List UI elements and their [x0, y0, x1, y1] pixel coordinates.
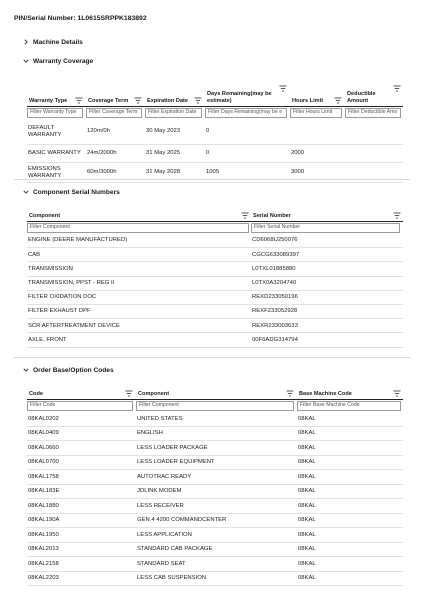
table-row[interactable]: [27, 441, 403, 456]
cell-component: SCR AFTERTREATMENT DEVICE: [28, 322, 120, 329]
cell-serial-number: REXD233050196: [252, 294, 298, 301]
cell-component: TRANSMISSION, PPST - REG II: [28, 279, 115, 286]
table-header-row: [27, 79, 403, 107]
table-row[interactable]: [27, 470, 403, 485]
cell-hours-limit: 3000: [291, 169, 305, 176]
section-title: Machine Details: [33, 38, 83, 46]
cell-code: 08KAL2013: [28, 546, 59, 553]
cell-base-machine-code: 08KAL: [298, 488, 316, 495]
table-header-row: [27, 210, 403, 222]
column-header-warranty-type[interactable]: [27, 79, 85, 106]
column-menu-icon[interactable]: [393, 390, 401, 397]
cell-component: LESS LOADER EQUIPMENT: [137, 459, 215, 466]
filter-input-expiration-date[interactable]: Filter Expiration Date: [145, 108, 202, 118]
filter-input-serial-number[interactable]: Filter Serial Number: [251, 223, 400, 233]
cell-component: LESS RECEIVER: [137, 502, 184, 509]
filter-row: [27, 400, 403, 412]
cell-base-machine-code: 08KAL: [298, 546, 316, 553]
cell-expiration-date: 31 May 2028: [146, 169, 181, 176]
cell-serial-number: REXR233003633: [252, 322, 298, 329]
cell-component: FILTER EXHAUST DPF: [28, 308, 91, 315]
column-menu-icon[interactable]: [393, 85, 401, 92]
cell-component: STANDARD CAB PACKAGE: [137, 546, 213, 553]
order-codes-table: [27, 388, 403, 586]
chevron-down-icon: [22, 366, 30, 374]
table-row[interactable]: [27, 305, 403, 319]
section-title: Warranty Coverage: [33, 57, 94, 65]
cell-expiration-date: 30 May 2023: [146, 128, 181, 135]
cell-coverage-term: 24m/2000h: [87, 150, 117, 157]
column-header-expiration-date[interactable]: [145, 79, 204, 106]
cell-component: AXLE, FRONT: [28, 336, 67, 343]
cell-warranty-type: EMISSIONS WARRANTY: [28, 165, 62, 179]
cell-component: UNITED STATES: [137, 415, 183, 422]
cell-code: 08KAL2158: [28, 560, 59, 567]
column-header-component[interactable]: [27, 210, 251, 221]
cell-component: GEN 4 4200 COMMANDCENTER: [137, 517, 227, 524]
cell-component: ENGLISH: [137, 430, 163, 437]
column-header-label: Component: [138, 391, 170, 397]
table-row[interactable]: [27, 528, 403, 543]
table-row[interactable]: [27, 277, 403, 291]
filter-input-warranty-type[interactable]: Filter Warranty Type: [27, 108, 83, 118]
cell-days-remaining-may-be-estimate: 0: [206, 150, 210, 157]
cell-base-machine-code: 08KAL: [298, 415, 316, 422]
column-menu-icon[interactable]: [393, 212, 401, 219]
cell-serial-number: L0TX0A3204740: [252, 279, 297, 286]
cell-coverage-term: 120m/0h: [87, 128, 110, 135]
pin-serial-number: PIN/Serial Number: 1L0615SRPPK183892: [14, 15, 147, 22]
filter-input-deductible-amount[interactable]: Filter Deductible Amo: [345, 108, 401, 118]
column-header-label: Hours Limit: [292, 98, 324, 104]
cell-component: TRANSMISSION: [28, 265, 73, 272]
cell-base-machine-code: 08KAL: [298, 560, 316, 567]
cell-code: 08KAL1758: [28, 473, 59, 480]
section-toggle-warranty[interactable]: [22, 57, 93, 65]
cell-component: LESS CAB SUSPENSION: [137, 575, 207, 582]
cell-warranty-type: DEFAULT WARRANTY: [28, 124, 62, 138]
cell-component: FILTER OXIDATION DOC: [28, 294, 97, 301]
table-row[interactable]: [27, 119, 403, 145]
chevron-down-icon: [22, 57, 30, 65]
warranty-table: [27, 79, 403, 183]
cell-warranty-type: BASIC WARRANTY: [28, 150, 81, 157]
cell-serial-number: 00F6ADG314794: [252, 336, 298, 343]
cell-base-machine-code: 08KAL: [298, 473, 316, 480]
table-row[interactable]: [27, 412, 403, 427]
chevron-down-icon: [22, 188, 30, 196]
cell-component: CAB: [28, 251, 41, 258]
column-header-label: Component: [29, 213, 61, 219]
filter-input-component[interactable]: Filter Component: [27, 223, 249, 233]
filter-input-days-remaining-may-be-estimate[interactable]: Filter Days Remaining(may be e: [205, 108, 287, 118]
column-menu-icon[interactable]: [125, 390, 133, 397]
column-menu-icon[interactable]: [194, 97, 202, 104]
column-menu-icon[interactable]: [75, 97, 83, 104]
table-row[interactable]: [27, 319, 403, 333]
cell-code: 08KAL183E: [28, 488, 60, 495]
column-header-label: Coverage Term: [88, 98, 129, 104]
cell-base-machine-code: 08KAL: [298, 502, 316, 509]
cell-serial-number: L0TXL01885880: [252, 265, 296, 272]
filter-row: [27, 222, 403, 234]
cell-component: LESS LOADER PACKAGE: [137, 444, 208, 451]
column-menu-icon[interactable]: [334, 97, 342, 104]
cell-serial-number: CD6068U250076: [252, 237, 298, 244]
column-header-coverage-term[interactable]: [86, 79, 144, 106]
table-row[interactable]: [27, 248, 403, 262]
column-header-hours-limit[interactable]: [290, 79, 344, 106]
section-title: Component Serial Numbers: [33, 188, 120, 196]
cell-base-machine-code: 08KAL: [298, 444, 316, 451]
section-toggle-components[interactable]: [22, 188, 120, 196]
cell-component: JDLINK MODEM: [137, 488, 182, 495]
cell-code: 08KAL0660: [28, 444, 59, 451]
column-header-label: Base Machine Code: [299, 391, 352, 397]
cell-component: ENGINE (DEERE MANUFACTURED): [28, 237, 128, 244]
cell-component: AUTOTRAC READY: [137, 473, 192, 480]
column-header-code[interactable]: [27, 388, 135, 399]
cell-base-machine-code: 08KAL: [298, 517, 316, 524]
column-header-label: Deductible Amount: [347, 91, 376, 104]
column-header-label: Warranty Type: [29, 98, 68, 104]
cell-expiration-date: 31 May 2025: [146, 150, 181, 157]
filter-row: [27, 107, 403, 119]
table-row[interactable]: [27, 456, 403, 471]
cell-serial-number: CGCG633089397: [252, 251, 300, 258]
column-menu-icon[interactable]: [286, 390, 294, 397]
filter-input-code[interactable]: Filter Code: [27, 401, 133, 411]
cell-code: 08KAL1950: [28, 531, 59, 538]
column-menu-icon[interactable]: [134, 97, 142, 104]
section-title: Order Base/Option Codes: [33, 366, 114, 374]
column-header-deductible-amount[interactable]: [345, 79, 403, 106]
table-row[interactable]: [27, 543, 403, 558]
section-divider: [14, 357, 410, 358]
column-menu-icon[interactable]: [279, 85, 287, 92]
cell-base-machine-code: 08KAL: [298, 430, 316, 437]
table-header-row: [27, 388, 403, 400]
cell-base-machine-code: 08KAL: [298, 575, 316, 582]
section-divider: [14, 179, 410, 180]
cell-code: 08KAL0202: [28, 415, 59, 422]
cell-coverage-term: 60m/3000h: [87, 169, 117, 176]
column-header-label: Days Remaining(may be estimate): [207, 91, 272, 104]
section-toggle-machine-details[interactable]: [22, 38, 83, 46]
column-header-component[interactable]: [136, 388, 296, 399]
chevron-right-icon: [22, 38, 30, 46]
table-row[interactable]: [27, 485, 403, 500]
cell-serial-number: REXF233052928: [252, 308, 298, 315]
filter-input-hours-limit[interactable]: Filter Hours Limit: [290, 108, 342, 118]
table-row[interactable]: [27, 572, 403, 587]
column-header-serial-number[interactable]: [251, 210, 403, 221]
column-header-label: Serial Number: [253, 213, 291, 219]
table-row[interactable]: [27, 514, 403, 529]
cell-code: 08KAL2203: [28, 575, 59, 582]
component-serial-table: [27, 210, 403, 348]
cell-days-remaining-may-be-estimate: 0: [206, 128, 210, 135]
cell-base-machine-code: 08KAL: [298, 459, 316, 466]
cell-base-machine-code: 08KAL: [298, 531, 316, 538]
column-header-label: Expiration Date: [147, 98, 189, 104]
cell-hours-limit: 2000: [291, 150, 305, 157]
table-row[interactable]: [27, 333, 403, 347]
cell-component: LESS APPLICATION: [137, 531, 192, 538]
table-row[interactable]: [27, 557, 403, 572]
cell-code: 08KAL0700: [28, 459, 59, 466]
cell-code: 08KAL190A: [28, 517, 60, 524]
filter-input-component[interactable]: Filter Component: [136, 401, 294, 411]
section-toggle-order-codes[interactable]: [22, 366, 114, 374]
cell-component: STANDARD SEAT: [137, 560, 186, 567]
table-row[interactable]: [27, 234, 403, 248]
filter-input-base-machine-code[interactable]: Filter Base Machine Code: [297, 401, 401, 411]
column-menu-icon[interactable]: [241, 212, 249, 219]
table-row[interactable]: [27, 163, 403, 183]
cell-code: 08KAL1880: [28, 502, 59, 509]
table-row[interactable]: [27, 262, 403, 276]
cell-days-remaining-may-be-estimate: 1005: [206, 169, 220, 176]
filter-input-coverage-term[interactable]: Filter Coverage Term: [86, 108, 142, 118]
column-header-base-machine-code[interactable]: [297, 388, 403, 399]
table-row[interactable]: [27, 427, 403, 442]
cell-code: 08KAL0409: [28, 430, 59, 437]
column-header-label: Code: [29, 391, 43, 397]
table-row[interactable]: [27, 499, 403, 514]
table-row[interactable]: [27, 291, 403, 305]
column-header-days-remaining-may-be-estimate[interactable]: [205, 79, 289, 106]
table-row[interactable]: [27, 145, 403, 163]
